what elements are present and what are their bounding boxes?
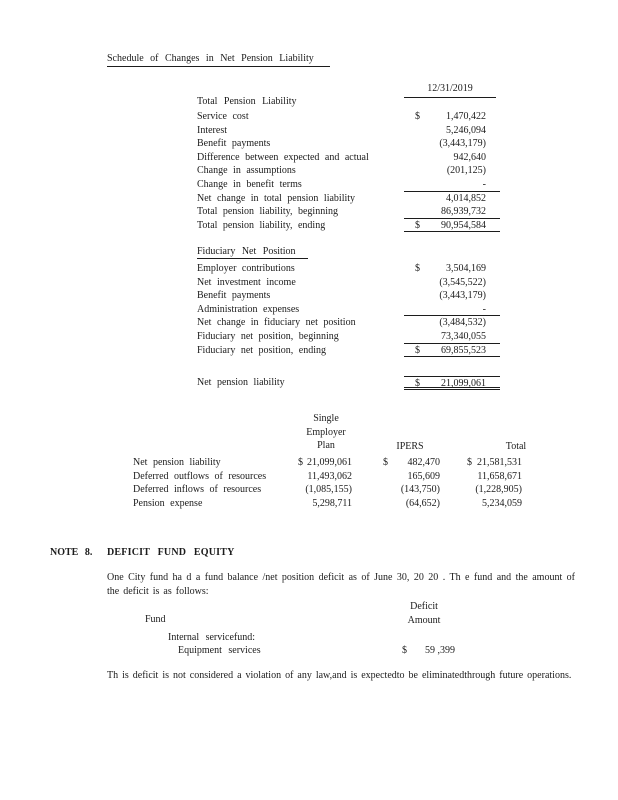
- header-line: Single: [313, 413, 339, 424]
- row-amount: [404, 376, 500, 390]
- row-label: Benefit payments: [197, 138, 271, 150]
- note-title: DEFICIT FUND EQUITY: [107, 547, 235, 558]
- note-number: NOTE 8.: [50, 547, 93, 558]
- amount: 942,640: [453, 151, 486, 163]
- header-line: Employer: [306, 426, 346, 438]
- total-amount: [460, 483, 530, 497]
- row-label: Net pension liability: [133, 457, 221, 468]
- plan-amount: [296, 483, 356, 497]
- row-label: Employer contributions: [197, 263, 295, 274]
- dollar-sign: $: [415, 111, 420, 122]
- header-line: Deficit: [410, 601, 438, 612]
- row-amount: [404, 164, 500, 178]
- amount: (3,443,179): [439, 138, 486, 150]
- table-row: [197, 276, 500, 290]
- column-header-total: Total: [505, 441, 527, 452]
- amount: (64,652): [405, 497, 440, 509]
- section-heading-total-pension-liability: Total Pension Liability: [197, 96, 297, 107]
- dollar-sign: $: [383, 457, 388, 468]
- amount: 5,298,711: [312, 497, 352, 509]
- amount: 69,855,523: [441, 344, 486, 356]
- row-amount: [404, 205, 500, 219]
- column-header-ipers: IPERS: [396, 441, 424, 452]
- amount: 21,581,531: [477, 457, 522, 468]
- dollar-sign: $: [467, 457, 472, 468]
- page-title: Schedule of Changes in Net Pension Liability: [107, 53, 330, 67]
- ipers-amount: [376, 483, 444, 497]
- amount: 165,609: [407, 470, 440, 482]
- amount: (3,443,179): [439, 290, 486, 302]
- table-row: [197, 192, 500, 206]
- note8-closing-paragraph: Th is deficit is not considered a violation of any law,and is expectedto be eliminatedthrough future operations.: [107, 670, 572, 681]
- plan-amount: [296, 470, 356, 484]
- amount: 5,246,094: [446, 124, 486, 136]
- plan-amount: [296, 456, 356, 470]
- amount: 4,014,852: [446, 192, 486, 204]
- row-label: Deferred inflows of resources: [133, 484, 262, 496]
- amount: 1,470,422: [446, 111, 486, 122]
- row-amount: [404, 303, 500, 317]
- row-label: Deferred outflows of resources: [133, 470, 267, 482]
- table-row: [133, 456, 530, 470]
- table-row: [133, 470, 530, 484]
- row-label: Total pension liability, ending: [197, 219, 326, 231]
- table-row: [197, 178, 500, 192]
- amount: -: [482, 303, 486, 315]
- date-column-header: 12/31/2019: [404, 82, 496, 98]
- row-amount: [404, 151, 500, 165]
- fiduciary-net-position-table: [197, 262, 500, 357]
- row-label: Fiduciary net position, ending: [197, 344, 326, 356]
- table-row: [197, 137, 500, 151]
- total-pension-liability-table: [197, 110, 500, 232]
- dollar-sign: $: [298, 457, 303, 468]
- table-row: [197, 205, 500, 219]
- dollar-sign: $: [415, 219, 420, 231]
- table-row: [197, 330, 500, 344]
- row-label: Benefit payments: [197, 290, 271, 302]
- header-line: Amount: [407, 614, 441, 626]
- table-row: [197, 344, 500, 358]
- note8-heading: [50, 547, 235, 558]
- amount: 86,939,732: [441, 206, 486, 218]
- row-amount: [404, 330, 500, 344]
- note8-paragraph: One City fund ha d a fund balance /net position deficit as of June 30, 20 20 . Th e fund and the amount of the deficit is as follows:: [107, 572, 575, 597]
- row-label: Pension expense: [133, 497, 203, 509]
- amount: 482,470: [407, 457, 440, 468]
- row-label: Interest: [197, 124, 227, 136]
- total-amount: [460, 497, 530, 511]
- fund-item-label: Equipment services: [178, 645, 261, 656]
- amount: 59 ,399: [425, 645, 455, 656]
- table-row: [197, 316, 500, 330]
- row-amount: [404, 344, 500, 358]
- amount: 11,658,671: [477, 470, 522, 482]
- row-amount: [404, 124, 500, 138]
- section-heading-fiduciary-net-position: Fiduciary Net Position: [197, 246, 308, 259]
- deficit-amount-column-header: [396, 600, 452, 627]
- plan-amount: [296, 497, 356, 511]
- dollar-sign: $: [415, 263, 420, 274]
- amount: -: [482, 178, 486, 190]
- row-label: Net pension liability: [197, 377, 285, 388]
- amount: (1,085,155): [305, 484, 352, 496]
- amount: (3,484,532): [439, 317, 486, 329]
- amount: (143,750): [400, 484, 440, 496]
- allocation-table: [133, 456, 530, 510]
- table-row: [197, 110, 500, 124]
- amount: 11,493,062: [307, 470, 352, 482]
- column-header-single-employer-plan: [296, 412, 356, 453]
- table-row: [133, 483, 530, 497]
- total-amount: [460, 470, 530, 484]
- table-row: [133, 497, 530, 511]
- row-label: Change in assumptions: [197, 165, 296, 177]
- amount: (3,545,522): [439, 276, 486, 288]
- fund-group-label: Internal servicefund:: [168, 632, 256, 643]
- table-row: [197, 289, 500, 303]
- row-amount: [404, 276, 500, 290]
- deficit-amount: [398, 645, 458, 656]
- row-amount: [404, 219, 500, 233]
- row-label: Change in benefit terms: [197, 178, 302, 190]
- ipers-amount: [376, 470, 444, 484]
- row-amount: [404, 192, 500, 206]
- ipers-amount: [376, 497, 444, 511]
- row-label: Net change in fiduciary net position: [197, 317, 356, 329]
- row-amount: [404, 262, 500, 276]
- row-label: Net change in total pension liability: [197, 192, 356, 204]
- fund-column-header: Fund: [145, 614, 166, 625]
- amount: (1,228,905): [475, 484, 522, 496]
- header-line: Plan: [317, 440, 335, 452]
- table-row: [197, 164, 500, 178]
- amount: 90,954,584: [441, 219, 486, 231]
- amount: 5,234,059: [482, 497, 522, 509]
- row-label: Administration expenses: [197, 303, 300, 315]
- amount: 21,099,061: [441, 378, 486, 389]
- row-label: Difference between expected and actual: [197, 151, 369, 163]
- row-label: Total pension liability, beginning: [197, 206, 338, 218]
- table-row: [197, 151, 500, 165]
- total-amount: [460, 456, 530, 470]
- amount: 21,099,061: [307, 457, 352, 468]
- table-row: [197, 303, 500, 317]
- row-label: Net investment income: [197, 276, 296, 288]
- amount: 3,504,169: [446, 263, 486, 274]
- row-amount: [404, 316, 500, 330]
- row-amount: [404, 110, 500, 124]
- row-label: Fiduciary net position, beginning: [197, 330, 339, 342]
- dollar-sign: $: [415, 378, 420, 389]
- table-row: [197, 262, 500, 276]
- amount: 73,340,055: [441, 330, 486, 342]
- amount: (201,125): [446, 165, 486, 177]
- row-amount: [404, 137, 500, 151]
- dollar-sign: $: [402, 645, 407, 656]
- ipers-amount: [376, 456, 444, 470]
- net-pension-liability-row: [197, 376, 500, 390]
- row-amount: [404, 178, 500, 192]
- dollar-sign: $: [415, 344, 420, 356]
- table-row: [197, 124, 500, 138]
- row-amount: [404, 289, 500, 303]
- table-row: [197, 219, 500, 233]
- row-label: Service cost: [197, 111, 249, 122]
